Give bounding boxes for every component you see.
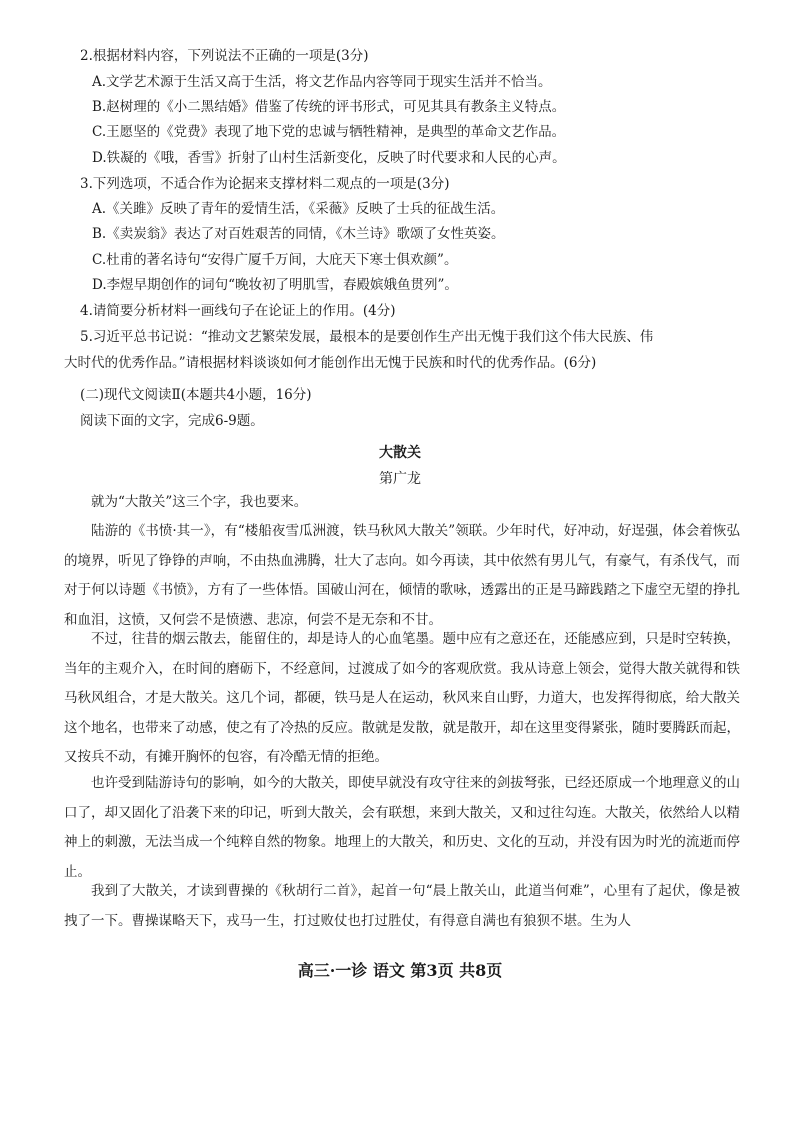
q3-stem: 3.下列选项，不适合作为论据来支撑材料二观点的一项是(3分) bbox=[80, 176, 450, 192]
q5-line2: 大时代的优秀作品。”请根据材料谈谈如何才能创作出无愧于民族和时代的优秀作品。(6分) bbox=[64, 355, 597, 371]
q2-stem: 2.根据材料内容，下列说法不正确的一项是(3分) bbox=[80, 48, 369, 64]
q3-option-c: C.杜甫的著名诗句“安得广厦千万间，大庇天下寒士俱欢颜”。 bbox=[92, 252, 458, 268]
q2-option-c: C.王愿坚的《党费》表现了地下党的忠诚与牺牲精神，是典型的革命文艺作品。 bbox=[92, 124, 566, 140]
article-paragraph-1: 就为“大散关”这三个字，我也要来。 bbox=[91, 494, 308, 510]
q2-option-d: D.铁凝的《哦，香雪》折射了山村生活新变化，反映了时代要求和人民的心声。 bbox=[92, 150, 566, 166]
article-paragraph-4: 也许受到陆游诗句的影响，如今的大散关，即使早就没有攻守往来的剑拔弩张，已经还原成一个地理意义的山口了，却又固化了沿袭下来的印记，听到大散关，会有联想，来到大散关，又和过往勾连。大散关，依然给人以精神上的刺激，无法当成一个纯粹自然的物象。地理上的大散关，和历史、文化的互动，并没有因为时光的流逝而停止。 bbox=[64, 775, 740, 880]
q3-option-a: A.《关雎》反映了青年的爱情生活，《采薇》反映了士兵的征战生活。 bbox=[92, 201, 505, 217]
q5-line1: 5.习近平总书记说：“推动文艺繁荣发展，最根本的是要创作生产出无愧于我们这个伟大民族、伟 bbox=[80, 329, 654, 345]
q3-option-d: D.李煜早期创作的词句“晚妆初了明肌雪，春殿嫔娥鱼贯列”。 bbox=[92, 277, 458, 293]
article-paragraph-5: 我到了大散关，才读到曹操的《秋胡行二首》，起首一句“晨上散关山，此道当何难”，心里有了起伏，像是被拽了一下。曹操谋略天下，戎马一生，打过败仗也打过胜仗，有得意自满也有狼狈不堪。生为人 bbox=[64, 883, 740, 929]
q3-option-b: B.《卖炭翁》表达了对百姓艰苦的同情，《木兰诗》歌颂了女性英姿。 bbox=[92, 226, 505, 242]
article-paragraph-2: 陆游的《书愤·其一》，有“楼船夜雪瓜洲渡，铁马秋风大散关”领联。少年时代，好冲动，好逞强，体会着恢弘的境界，听见了铮铮的声响，不由热血沸腾，壮大了志向。如今再读，其中依然有男儿气，有豪气，有杀伐气，而对于何以诗题《书愤》，方有了一些体悟。国破山河在，倾情的歌咏，透露出的正是马蹄践踏之下虚空无望的挣扎和血泪，这愤，又何尝不是愤懑、悲凉，何尝不是无奈和不甘。 bbox=[64, 523, 740, 628]
page-footer: 高三·一诊 语文 第3页 共8页 bbox=[297, 961, 503, 980]
article-author: 第广龙 bbox=[379, 471, 421, 487]
article-paragraph-3: 不过，往昔的烟云散去，能留住的，却是诗人的心血笔墨。题中应有之意还在，还能感应到，只是时空转换，当年的主观介入，在时间的磨砺下，不经意间，过渡成了如今的客观欣赏。我从诗意上领会，觉得大散关就得和铁马秋风组合，才是大散关。这几个词，都硬，铁马是人在运动，秋风来自山野，力道大，也发挥得彻底，给大散关这个地名，也带来了动感，使之有了冷热的反应。散就是发散，就是散开，却在这里变得紧张，随时要腾跃而起，又按兵不动，有摊开胸怀的包容，有冷酷无情的拒绝。 bbox=[64, 631, 740, 765]
section-heading: (二)现代文阅读Ⅱ(本题共4小题，16分) bbox=[80, 387, 312, 403]
article-title: 大散关 bbox=[379, 445, 421, 461]
q2-option-b: B.赵树理的《小二黑结婚》借鉴了传统的评书形式，可见其具有教条主义特点。 bbox=[92, 99, 566, 115]
section-instruction: 阅读下面的文字，完成6-9题。 bbox=[80, 413, 264, 429]
q4: 4.请简要分析材料一画线句子在论证上的作用。(4分) bbox=[80, 303, 396, 319]
q2-option-a: A.文学艺术源于生活又高于生活，将文艺作品内容等同于现实生活并不恰当。 bbox=[92, 74, 552, 90]
